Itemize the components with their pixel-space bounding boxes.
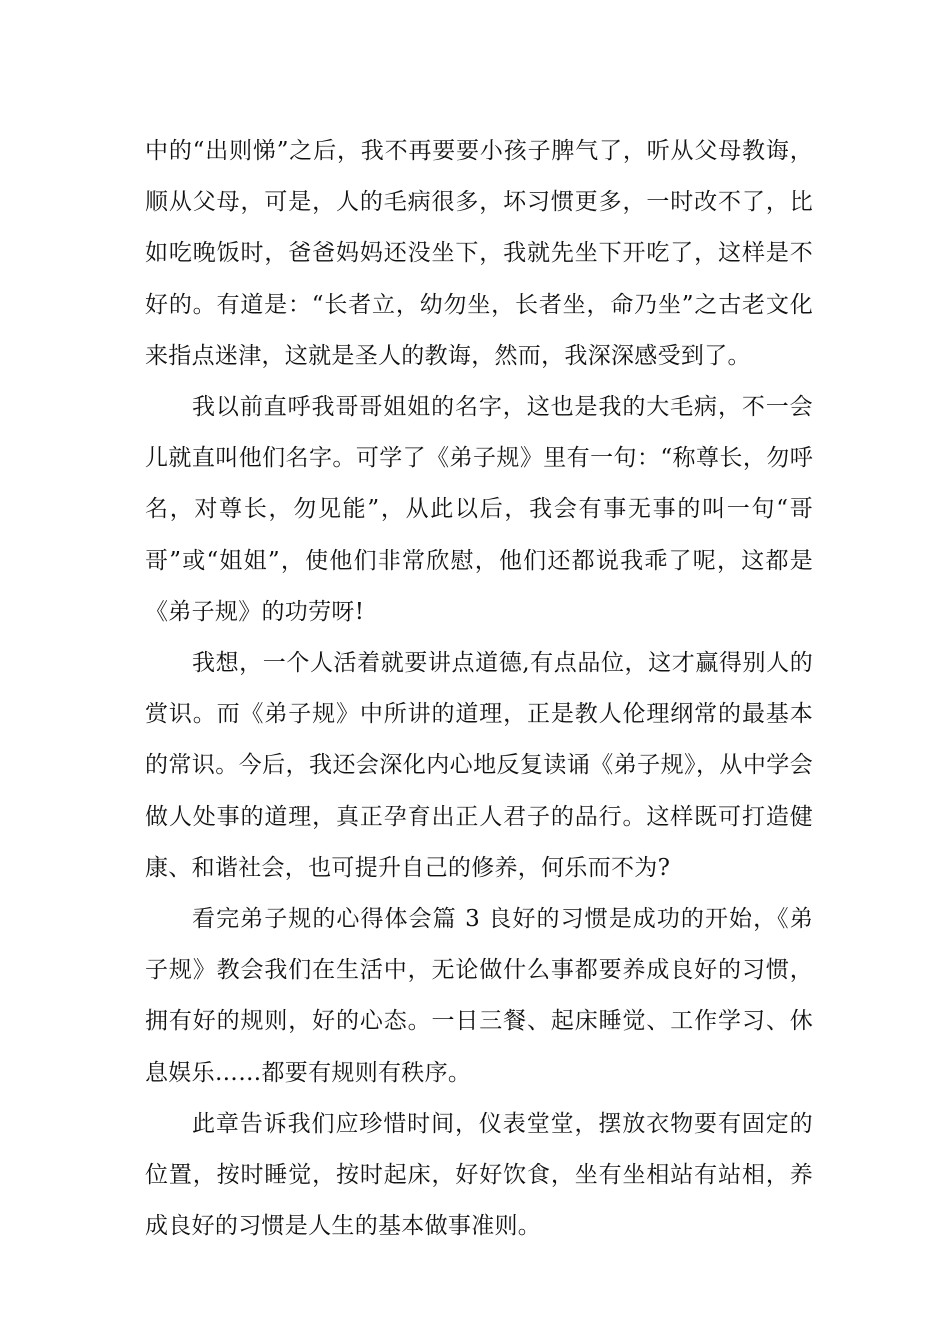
paragraph-5: 此章告诉我们应珍惜时间，仪表堂堂，摆放衣物要有固定的位置，按时睡觉，按时起床，好好饮食，坐有坐相站有站相，养成良好的习惯是人生的基本做事准则。 xyxy=(145,1110,813,1240)
document-body xyxy=(145,126,813,1252)
paragraph-3: 我想，一个人活着就要讲点道德,有点品位，这才赢得别人的赏识。而《弟子规》中所讲的道理，正是教人伦理纲常的最基本的常识。今后，我还会深化内心地反复读诵《弟子规》，从中学会做人处事的道理，真正孕育出正人君子的品行。这样既可打造健康、和谐社会，也可提升自己的修养，何乐而不为? xyxy=(145,650,813,881)
paragraph-2: 我以前直呼我哥哥姐姐的名字，这也是我的大毛病，不一会儿就直叫他们名字。可学了《弟子规》里有一句：“称尊长，勿呼名，对尊长，勿见能”，从此以后，我会有事无事的叫一句“哥哥”或“姐姐”，使他们非常欣慰，他们还都说我乖了呢，这都是《弟子规》的功劳呀! xyxy=(145,394,813,625)
paragraph-4: 看完弟子规的心得体会篇 3 良好的习惯是成功的开始，《弟子规》教会我们在生活中，无论做什么事都要养成良好的习惯，拥有好的规则，好的心态。一日三餐、起床睡觉、工作学习、休息娱乐……都要有规则有秩序。 xyxy=(145,906,813,1086)
paragraph-1: 中的“出则悌”之后，我不再要要小孩子脾气了，听从父母教诲，顺从父母，可是，人的毛病很多，坏习惯更多，一时改不了，比如吃晚饭时，爸爸妈妈还没坐下，我就先坐下开吃了，这样是不好的。有道是：“长者立，幼勿坐，长者坐，命乃坐”之古老文化来指点迷津，这就是圣人的教诲，然而，我深深感受到了。 xyxy=(145,138,813,369)
